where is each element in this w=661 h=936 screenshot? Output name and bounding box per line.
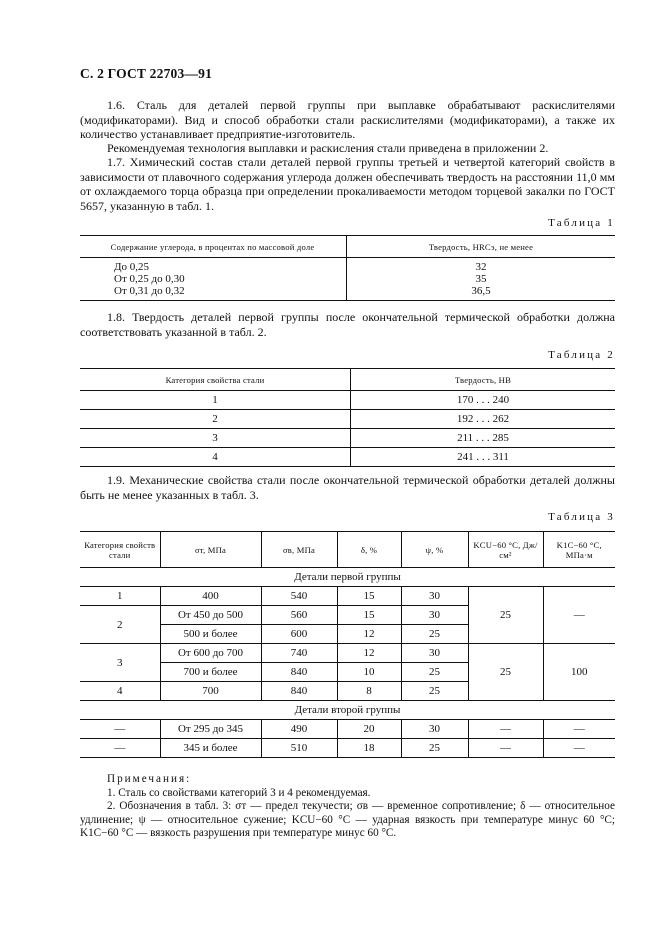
table2-cell-cat: 2 xyxy=(80,410,351,429)
table2-cell-hb: 192 . . . 262 xyxy=(351,410,616,429)
page-header: С. 2 ГОСТ 22703—91 xyxy=(80,66,213,81)
table-1 xyxy=(80,235,615,301)
table3-cell-delta: 15 xyxy=(337,587,401,606)
table1-cell-carbon: От 0,25 до 0,30 xyxy=(80,273,347,285)
table1-cell-hrc: 32 xyxy=(475,261,487,273)
table3-cell-cat: 2 xyxy=(80,606,160,644)
table3-header-k1c: K1C−60 °C, МПа·м xyxy=(543,532,615,568)
paragraph-1-7: 1.7. Химический состав стали деталей первой группы третьей и четвертой категорий свойств в зависимости от плавочного содержания углерода должен обеспечивать твердость на расстоянии 11,0 мм от охлаждаемого торца образца при определении прокаливаемости методом торцевой закалки по ГОСТ 5657, указанную в табл. 1. xyxy=(80,155,615,213)
table3-cell-psi: 30 xyxy=(401,644,468,663)
table3-cell-delta: 12 xyxy=(337,644,401,663)
table3-cell-psi: 30 xyxy=(401,587,468,606)
table3-cell-sigma-v: 490 xyxy=(261,720,337,739)
table-row xyxy=(80,258,615,274)
table3-group-first: Детали первой группы xyxy=(80,568,615,587)
table-row xyxy=(80,429,615,448)
table2-cell-cat: 3 xyxy=(80,429,351,448)
table3-cell-k1c: 100 xyxy=(543,644,615,701)
table-row xyxy=(80,410,615,429)
table3-header-delta: δ, % xyxy=(337,532,401,568)
table3-cell-sigma-t: От 450 до 500 xyxy=(160,606,261,625)
table3-cell-sigma-t: От 600 до 700 xyxy=(160,644,261,663)
table3-cell-sigma-t: 400 xyxy=(160,587,261,606)
table3-cell-psi: 30 xyxy=(401,720,468,739)
table-row xyxy=(80,587,615,606)
table2-header-category: Категория свойства стали xyxy=(80,369,351,391)
table3-cell-kcu: 25 xyxy=(468,644,543,701)
table3-header-sigma-v: σв, МПа xyxy=(261,532,337,568)
table2-cell-cat: 4 xyxy=(80,448,351,467)
table2-cell-hb: 170 . . . 240 xyxy=(351,391,616,410)
table2-cell-hb: 241 . . . 311 xyxy=(351,448,616,467)
table3-cell-sigma-v: 510 xyxy=(261,739,337,758)
table-3 xyxy=(80,531,615,758)
table3-cell-psi: 25 xyxy=(401,682,468,701)
table-row xyxy=(80,285,615,301)
table-row xyxy=(80,448,615,467)
table-row xyxy=(80,644,615,663)
table3-cell-sigma-v: 840 xyxy=(261,682,337,701)
table3-cell-k1c: — xyxy=(543,587,615,644)
table1-header-hardness: Твердость, HRCэ, не менее xyxy=(347,236,616,258)
table3-cell-sigma-v: 840 xyxy=(261,663,337,682)
table3-cell-sigma-v: 540 xyxy=(261,587,337,606)
table3-cell-sigma-t: 700 xyxy=(160,682,261,701)
table3-cell-cat: — xyxy=(80,739,160,758)
table3-cell-sigma-t: 500 и более xyxy=(160,625,261,644)
table3-group-second: Детали второй группы xyxy=(80,701,615,720)
table3-cell-kcu: 25 xyxy=(468,587,543,644)
note-1: 1. Сталь со свойствами категорий 3 и 4 рекомендуемая. xyxy=(107,786,371,799)
table3-header-psi: ψ, % xyxy=(401,532,468,568)
table3-caption: Таблица 3 xyxy=(548,511,615,523)
table-row xyxy=(80,720,615,739)
table1-caption: Таблица 1 xyxy=(548,217,615,229)
table2-cell-hb: 211 . . . 285 xyxy=(351,429,616,448)
note-2: 2. Обозначения в табл. 3: σт — предел текучести; σв — временное сопротивление; δ — относительное удлинение; ψ — относительное сужение; KCU−60 °C — ударная вязкость при температуре минус 60 °C; K1C−60 °C — вязкость разрушения при температуре минус 60 °C. xyxy=(80,800,615,839)
table1-cell-hrc: 36,5 xyxy=(347,285,616,301)
table-row xyxy=(80,273,615,285)
table2-caption: Таблица 2 xyxy=(548,349,615,361)
paragraph-recommendation: Рекомендуемая технология выплавки и раскисления стали приведена в приложении 2. xyxy=(107,141,549,155)
table3-cell-delta: 20 xyxy=(337,720,401,739)
table3-cell-delta: 15 xyxy=(337,606,401,625)
table3-cell-psi: 25 xyxy=(401,739,468,758)
paragraph-1-8: 1.8. Твердость деталей первой группы после окончательной термической обработки должна соответствовать указанной в табл. 2. xyxy=(80,310,615,339)
notes-section xyxy=(80,773,615,841)
table-row xyxy=(80,739,615,758)
table3-cell-k1c: — xyxy=(543,720,615,739)
paragraph-1-9: 1.9. Механические свойства стали после окончательной термической обработки деталей должны быть не менее указанных в табл. 3. xyxy=(80,473,615,502)
table3-cell-delta: 18 xyxy=(337,739,401,758)
table1-cell-carbon: От 0,31 до 0,32 xyxy=(80,285,347,301)
table3-cell-sigma-v: 560 xyxy=(261,606,337,625)
table-2 xyxy=(80,368,615,467)
table3-cell-sigma-v: 740 xyxy=(261,644,337,663)
table3-cell-delta: 12 xyxy=(337,625,401,644)
table3-header-category: Категория свойств стали xyxy=(80,532,160,568)
table1-header-carbon: Содержание углерода, в процентах по массовой доле xyxy=(80,236,347,258)
table3-cell-psi: 30 xyxy=(401,606,468,625)
table3-cell-cat: 3 xyxy=(80,644,160,682)
table3-cell-sigma-t: 345 и более xyxy=(160,739,261,758)
table3-cell-delta: 8 xyxy=(337,682,401,701)
table3-cell-sigma-v: 600 xyxy=(261,625,337,644)
table1-cell-carbon: До 0,25 xyxy=(80,258,347,274)
table3-cell-cat: 1 xyxy=(80,587,160,606)
table3-cell-psi: 25 xyxy=(401,625,468,644)
table2-header-hardness: Твердость, НВ xyxy=(351,369,616,391)
table3-cell-cat: 4 xyxy=(80,682,160,701)
table2-cell-cat: 1 xyxy=(80,391,351,410)
table3-cell-delta: 10 xyxy=(337,663,401,682)
table3-cell-cat: — xyxy=(80,720,160,739)
table3-cell-kcu: — xyxy=(468,720,543,739)
table1-cell-hrc: 35 xyxy=(475,273,487,285)
table3-cell-psi: 25 xyxy=(401,663,468,682)
paragraph-1-6: 1.6. Сталь для деталей первой группы при выплавке обрабатывают раскислителями (модификаторами). Вид и способ обработки стали раскислителями (модификаторами), а также их количество устанавливает предприятие-изготовитель. xyxy=(80,98,615,142)
table3-cell-sigma-t: От 295 до 345 xyxy=(160,720,261,739)
table3-cell-k1c: — xyxy=(543,739,615,758)
table3-cell-sigma-t: 700 и более xyxy=(160,663,261,682)
notes-title: Примечания: xyxy=(107,773,192,785)
table3-cell-kcu: — xyxy=(468,739,543,758)
table3-header-kcu: KCU−60 °C, Дж/см² xyxy=(468,532,543,568)
table3-header-sigma-t: σт, МПа xyxy=(160,532,261,568)
table-row xyxy=(80,391,615,410)
